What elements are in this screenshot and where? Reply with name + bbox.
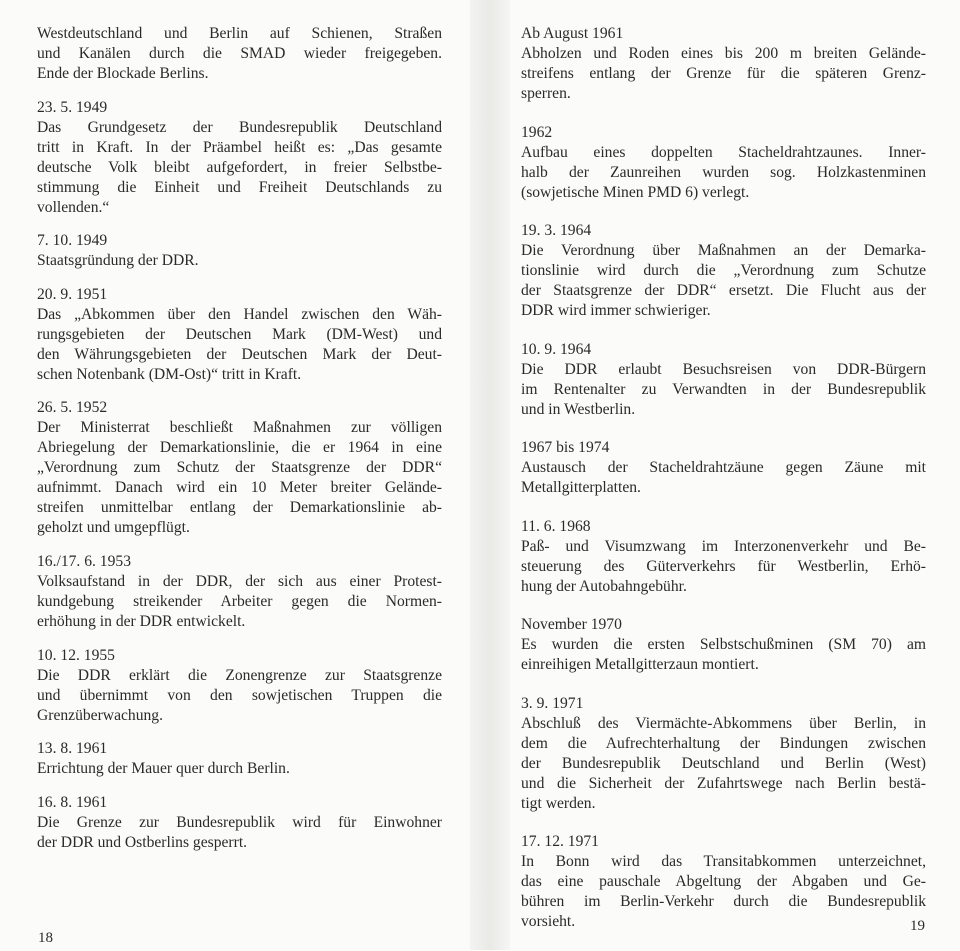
entry-date: 1962 — [521, 123, 553, 141]
entry-text-line: der Bundesrepublik Deutschland und Berlin (West) — [521, 754, 926, 772]
entry-text-line: Volksaufstand in der DDR, der sich aus einer Protest- — [37, 572, 442, 590]
entry-text-line: stimmung die Einheit und Freiheit Deutschlands zu — [37, 178, 442, 196]
timeline-entry — [37, 739, 442, 779]
entry-text-line: In Bonn wird das Transitabkommen unterzeichnet, — [521, 853, 926, 870]
timeline-entry — [37, 98, 442, 218]
entry-date: November 1970 — [521, 616, 622, 633]
entry-date: 16./17. 6. 1953 — [37, 552, 131, 570]
timeline-entry — [37, 646, 442, 726]
entry-text-line: „Verordnung zum Schutz der Staatsgrenze der DDR“ — [37, 459, 442, 477]
entry-text-line: Abriegelung der Demarkationslinie, die er 1964 in eine — [37, 439, 442, 457]
entry-text-line: und die Sicherheit der Zufahrtswege nach Berlin bestä- — [521, 774, 926, 792]
entry-text-line: Die Grenze zur Bundesrepublik wird für Einwohner — [37, 813, 442, 831]
entry-date: 1967 bis 1974 — [521, 439, 610, 456]
entry-text-line: Es wurden die ersten Selbstschußminen (SM 70) am — [521, 636, 926, 653]
timeline-entry — [37, 285, 442, 385]
entry-date: 3. 9. 1971 — [521, 694, 584, 712]
timeline-entry — [521, 517, 926, 597]
entry-text-line: geholzt und umgepflügt. — [37, 519, 190, 537]
entry-text-line: steuerung des Güterverkehrs für Westberlin, Erhö- — [521, 557, 926, 575]
entry-date: 19. 3. 1964 — [521, 222, 592, 239]
timeline-entry — [521, 24, 926, 104]
timeline-entry — [521, 615, 926, 675]
entry-text-line: und in Westberlin. — [521, 400, 636, 418]
timeline-entry — [37, 398, 442, 538]
entry-text-line: tigt werden. — [521, 794, 596, 812]
entry-date: 10. 12. 1955 — [37, 646, 115, 664]
timeline-entry — [37, 231, 442, 271]
entry-text-line: halb der Zaunreihen wurden sog. Holzkastenminen — [521, 163, 926, 181]
entry-text-line: vollenden.“ — [37, 198, 110, 216]
entry-text-line: Die Verordnung über Maßnahmen an der Demarka- — [521, 242, 926, 259]
entry-text-line: tionslinie wird durch die „Verordnung zum Schutze — [521, 262, 926, 279]
entry-date: 16. 8. 1961 — [37, 793, 108, 811]
entry-text-line: aufnimmt. Danach wird ein 10 Meter breiter Gelände- — [37, 479, 442, 497]
entry-date: 7. 10. 1949 — [37, 232, 108, 250]
entry-date: Ab August 1961 — [521, 25, 624, 42]
entry-date: 23. 5. 1949 — [37, 98, 108, 116]
entry-text-line: schen Notenbank (DM-Ost)“ tritt in Kraft. — [37, 365, 302, 383]
entry-text-line: dem die Aufrechterhaltung der Bindungen zwischen — [521, 734, 926, 752]
entry-text-line: Die DDR erlaubt Besuchsreisen von DDR-Bürgern — [521, 360, 926, 378]
entry-date: 26. 5. 1952 — [37, 399, 108, 417]
entry-text-line: Grenzüberwachung. — [37, 706, 163, 724]
right-page — [521, 24, 926, 951]
timeline-entry — [37, 552, 442, 632]
entry-text-line: Austausch der Stacheldrahtzäune gegen Zäune mit — [521, 459, 926, 476]
timeline-entry — [521, 438, 926, 498]
entry-text-line: Metallgitterplatten. — [521, 479, 641, 496]
entry-text-line: Das „Abkommen über den Handel zwischen den Wäh- — [37, 305, 442, 323]
entry-text-line: deutsche Volk bleibt aufgefordert, in freier Selbstbe- — [37, 158, 442, 176]
entry-text-line: tritt in Kraft. In der Präambel heißt es: „Das gesamte — [37, 138, 442, 156]
entry-text-line: rungsgebieten der Deutschen Mark (DM-West) und — [37, 325, 442, 343]
timeline-entry — [521, 340, 926, 420]
entry-text-line: Errichtung der Mauer quer durch Berlin. — [37, 760, 290, 778]
page-number-right: 19 — [910, 918, 925, 934]
entry-text-line: DDR wird immer schwieriger. — [521, 302, 711, 319]
entry-text-line: Staatsgründung der DDR. — [37, 252, 199, 270]
entry-date: 13. 8. 1961 — [37, 740, 108, 758]
timeline-entry — [37, 24, 442, 84]
entry-date: 20. 9. 1951 — [37, 285, 108, 303]
entry-text-line: den Währungsgebieten der Deutschen Mark der Deut- — [37, 345, 442, 363]
entry-text-line: erhöhung in der DDR entwickelt. — [37, 612, 246, 630]
entry-text-line: Abholzen und Roden eines bis 200 m breiten Gelände- — [521, 45, 926, 62]
timeline-entry — [521, 221, 926, 321]
entry-date: 10. 9. 1964 — [521, 340, 592, 358]
entry-date: 11. 6. 1968 — [521, 517, 591, 535]
entry-date: 17. 12. 1971 — [521, 833, 599, 850]
timeline-entry — [521, 694, 926, 814]
entry-text-line: hung der Autobahngebühr. — [521, 577, 687, 595]
entry-text-line: Ende der Blockade Berlins. — [37, 65, 209, 82]
entry-text-line: das eine pauschale Abgeltung der Abgaben und Ge- — [521, 873, 926, 890]
timeline-entry — [37, 793, 442, 853]
book-gutter — [470, 0, 510, 950]
entry-text-line: einreihigen Metallgitterzaun montiert. — [521, 656, 759, 673]
entry-text-line: der DDR und Ostberlins gesperrt. — [37, 833, 248, 851]
timeline-entry — [521, 123, 926, 203]
timeline-entry — [521, 832, 926, 932]
entry-text-line: im Rentenalter zu Verwandten in der Bundesrepublik — [521, 380, 926, 398]
entry-text-line: streifens entlang der Grenze für die späteren Grenz- — [521, 65, 926, 82]
entry-text-line: Paß- und Visumzwang im Interzonenverkehr und Be- — [521, 537, 926, 555]
entry-text-line: vorsieht. — [521, 913, 576, 930]
entry-text-line: Der Ministerrat beschließt Maßnahmen zur völligen — [37, 419, 442, 437]
entry-text-line: kundgebung streikender Arbeiter gegen die Normen- — [37, 592, 442, 610]
left-page — [37, 24, 442, 866]
entry-text-line: (sowjetische Minen PMD 6) verlegt. — [521, 183, 750, 201]
entry-text-line: der Staatsgrenze der DDR“ ersetzt. Die Flucht aus der — [521, 282, 926, 299]
entry-text-line: Die DDR erklärt die Zonengrenze zur Staatsgrenze — [37, 666, 442, 684]
entry-text-line: streifen unmittelbar entlang der Demarkationslinie ab- — [37, 499, 442, 517]
entry-text-line: Aufbau eines doppelten Stacheldrahtzaunes. Inner- — [521, 143, 926, 161]
entry-text-line: sperren. — [521, 85, 571, 102]
page-number-left: 18 — [38, 930, 53, 946]
entry-text-line: bühren im Berlin-Verkehr durch die Bundesrepublik — [521, 893, 926, 910]
entry-text-line: Westdeutschland und Berlin auf Schienen, Straßen — [37, 25, 442, 42]
entry-text-line: und übernimmt von den sowjetischen Truppen die — [37, 686, 442, 704]
entry-text-line: Das Grundgesetz der Bundesrepublik Deutschland — [37, 118, 442, 136]
entry-text-line: Abschluß des Viermächte-Abkommens über Berlin, in — [521, 714, 926, 732]
entry-text-line: und Kanälen durch die SMAD wieder freigegeben. — [37, 45, 442, 62]
